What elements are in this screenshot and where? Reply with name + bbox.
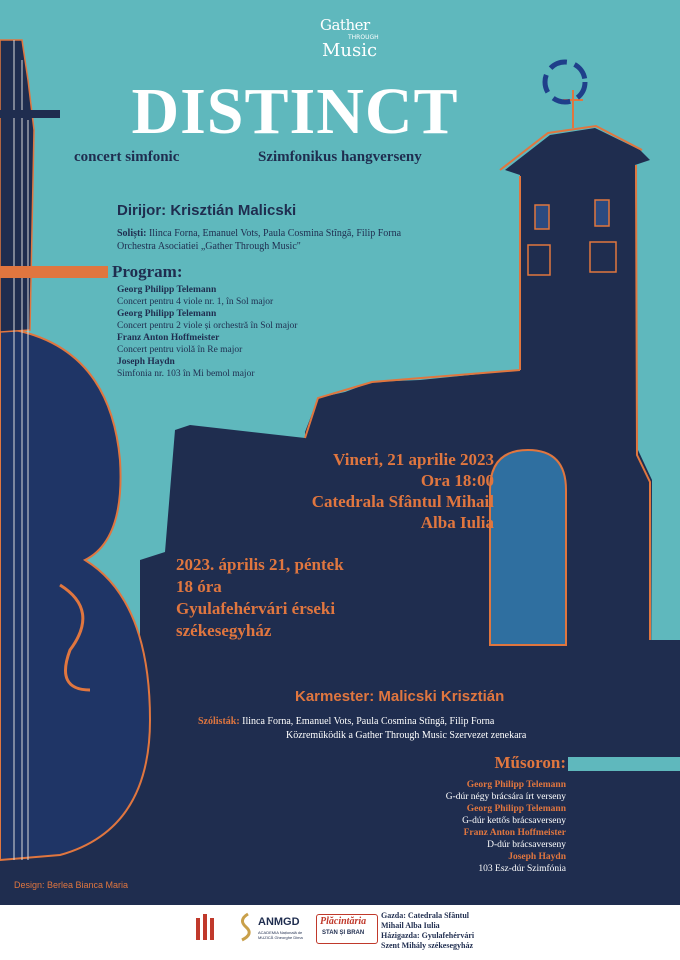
program-ro-composer: Joseph Haydn [117, 357, 175, 367]
soloists-ro-label: Soliști: [117, 228, 147, 239]
venue-hu: Gyulafehérvári érseki [176, 599, 336, 618]
date-ro-day: Vineri, 21 aprilie 2023 [333, 450, 494, 469]
tower-window-left [535, 205, 549, 229]
soloists-hu [198, 716, 494, 727]
design-credit: Design: Berlea Bianca Maria [14, 880, 129, 890]
soloists-hu-label: Szólisták: [198, 716, 240, 727]
program-heading-ro: Program: [112, 262, 183, 281]
venue-hu-2: székesegyház [176, 621, 272, 640]
host-line: Mihail Alba Iulia [381, 921, 440, 930]
program-accent-bar [0, 266, 108, 278]
placintaria-logo-text: Plăcintăria [320, 916, 367, 927]
date-ro-time: Ora 18:00 [420, 471, 494, 490]
program-hu-work: D-dúr brácsaverseny [487, 840, 566, 850]
program-ro-work: Simfonia nr. 103 în Mi bemol major [117, 369, 255, 379]
anmgd-logo-subtext: ACADEMIA Națională de MUZICĂ Gheorghe Dima [258, 930, 303, 940]
subtitle-hu: Szimfonikus hangverseny [258, 149, 422, 165]
venue-ro: Catedrala Sfântul Mihail [311, 492, 494, 511]
program-hu-composer: Franz Anton Hoffmeister [463, 828, 566, 838]
program-hu-composer: Joseph Haydn [508, 852, 566, 862]
program-hu-work: 103 Esz-dúr Szimfónia [478, 864, 566, 874]
program-ro-work: Concert pentru violă în Re major [117, 345, 243, 355]
musoron-accent-bar [568, 757, 680, 771]
program-hu-work: G-dúr kettős brácsaverseny [462, 816, 566, 826]
viola-neck [0, 40, 34, 332]
logo-gather: Gather [320, 16, 370, 34]
arched-door [490, 450, 566, 645]
anmgd-logo-text: ANMGD [258, 916, 300, 928]
date-hu-time: 18 óra [176, 577, 222, 596]
date-hu-day: 2023. április 21, péntek [176, 555, 344, 574]
host-line: Gazda: Catedrala Sfântul [381, 911, 469, 920]
anmgd-logo-icon [236, 912, 256, 942]
soloists-ro [117, 228, 401, 239]
orchestra-hu: Közreműködik a Gather Through Music Szervezet zenekara [286, 730, 527, 741]
program-hu-composer: Georg Philipp Telemann [466, 780, 566, 790]
program-ro-work: Concert pentru 2 viole și orchestră în Sol major [117, 321, 298, 331]
logo-music: Music [322, 40, 378, 61]
program-heading-hu: Műsoron: [494, 753, 566, 772]
soloists-hu-names: Ilinca Forna, Emanuel Vots, Paula Cosmina Stîngă, Filip Forna [242, 716, 495, 727]
stan-si-bran-text: STAN ȘI BRAN [322, 930, 365, 936]
program-hu-work: G-dúr négy brácsára írt verseny [445, 792, 566, 802]
host-line: Házigazda: Gyulafehérvári [381, 931, 475, 940]
program-ro-work: Concert pentru 4 viole nr. 1, în Sol major [117, 297, 274, 307]
city-ro: Alba Iulia [420, 513, 494, 532]
program-ro-composer: Franz Anton Hoffmeister [117, 333, 220, 343]
program-hu-composer: Georg Philipp Telemann [466, 804, 566, 814]
logo-through: THROUGH [348, 34, 379, 41]
subtitle-ro: concert simfonic [74, 149, 180, 165]
conductor-ro: Dirijor: Krisztián Malicski [117, 202, 297, 219]
viola-peg [0, 110, 60, 118]
sponsor-logo-icon [194, 912, 220, 942]
host-line: Szent Mihály székesegyház [381, 941, 473, 950]
poster-title: DISTINCT [131, 75, 459, 148]
conductor-hu: Karmester: Malicski Krisztián [295, 688, 505, 705]
program-ro-composer: Georg Philipp Telemann [117, 285, 217, 295]
tower-window-right [595, 200, 609, 226]
soloists-ro-names: Ilinca Forna, Emanuel Vots, Paula Cosmina Stîngă, Filip Forna [148, 228, 402, 239]
orchestra-ro: Orchestra Asociatiei „Gather Through Music" [117, 241, 301, 252]
program-ro-composer: Georg Philipp Telemann [117, 309, 217, 319]
